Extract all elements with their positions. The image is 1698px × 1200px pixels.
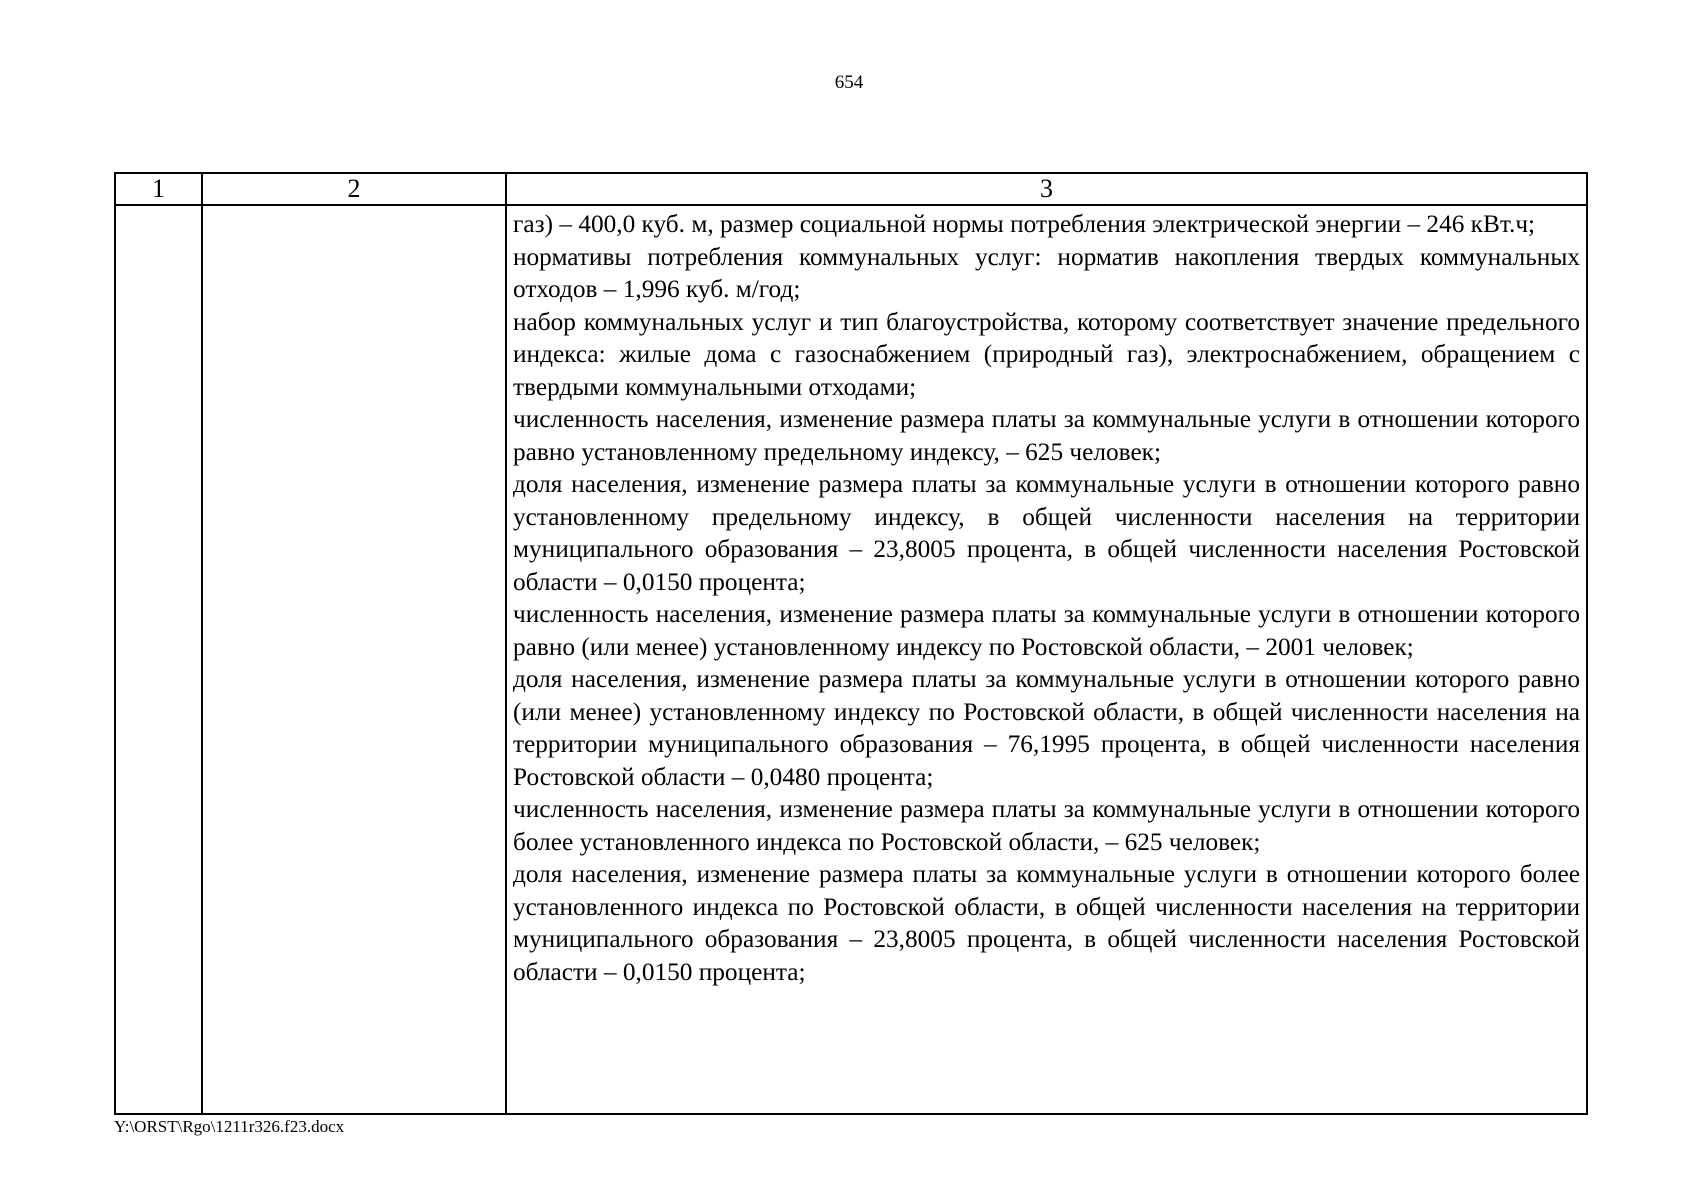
cell-col-3 <box>506 205 1587 1114</box>
paragraph: доля населения, изменение размера платы за коммунальные услуги в отношении которого равно (или менее) установленному индексу по Ростовской области, в общей численности населения на территории муниципального образования – 76,1995 процента, в общей численности населения Ростовской области – 0,0480 процента; <box>513 665 1580 791</box>
cell-col-2 <box>202 205 506 1114</box>
footer-file-path: Y:\ORST\Rgo\1211r326.f23.docx <box>114 1117 345 1136</box>
paragraph: доля населения, изменение размера платы за коммунальные услуги в отношении которого равно установленному предельному индексу, в общей численности населения на территории муниципального образования – 23,8005 процента, в общей численности населения Ростовской области – 0,0150 процента; <box>513 470 1580 596</box>
page-number: 654 <box>834 72 864 93</box>
paragraph: численность населения, изменение размера платы за коммунальные услуги в отношении которого равно (или менее) установленному индексу по Ростовской области, – 2001 человек; <box>513 600 1580 661</box>
column-header-1: 1 <box>115 173 202 205</box>
paragraph: газ) – 400,0 куб. м, размер социальной нормы потребления электрической энергии – 246 кВт.ч; <box>513 210 1536 238</box>
paragraph: доля населения, изменение размера платы за коммунальные услуги в отношении которого более установленного индекса по Ростовской области, в общей численности населения на территории муниципального образования – 23,8005 процента, в общей численности населения Ростовской области – 0,0150 процента; <box>513 860 1580 986</box>
paragraph: набор коммунальных услуг и тип благоустройства, которому соответствует значение предельного индекса: жилые дома с газоснабжением (природный газ), электроснабжением, обращением с твердыми коммунальными отходами; <box>513 307 1580 401</box>
column-header-2: 2 <box>202 173 506 205</box>
column-header-3: 3 <box>506 173 1587 205</box>
document-table <box>114 172 1588 1115</box>
paragraph: численность населения, изменение размера платы за коммунальные услуги в отношении которого равно установленному предельному индексу, – 625 человек; <box>513 405 1580 466</box>
cell-col-1 <box>115 205 202 1114</box>
table-header-row <box>115 173 1587 205</box>
paragraph: численность населения, изменение размера платы за коммунальные услуги в отношении которого более установленного индекса по Ростовской области, – 625 человек; <box>513 795 1580 856</box>
table-row <box>115 205 1587 1114</box>
paragraph: нормативы потребления коммунальных услуг: норматив накопления твердых коммунальных отходов – 1,996 куб. м/год; <box>513 242 1580 303</box>
cell-col-3-text <box>507 206 1586 988</box>
